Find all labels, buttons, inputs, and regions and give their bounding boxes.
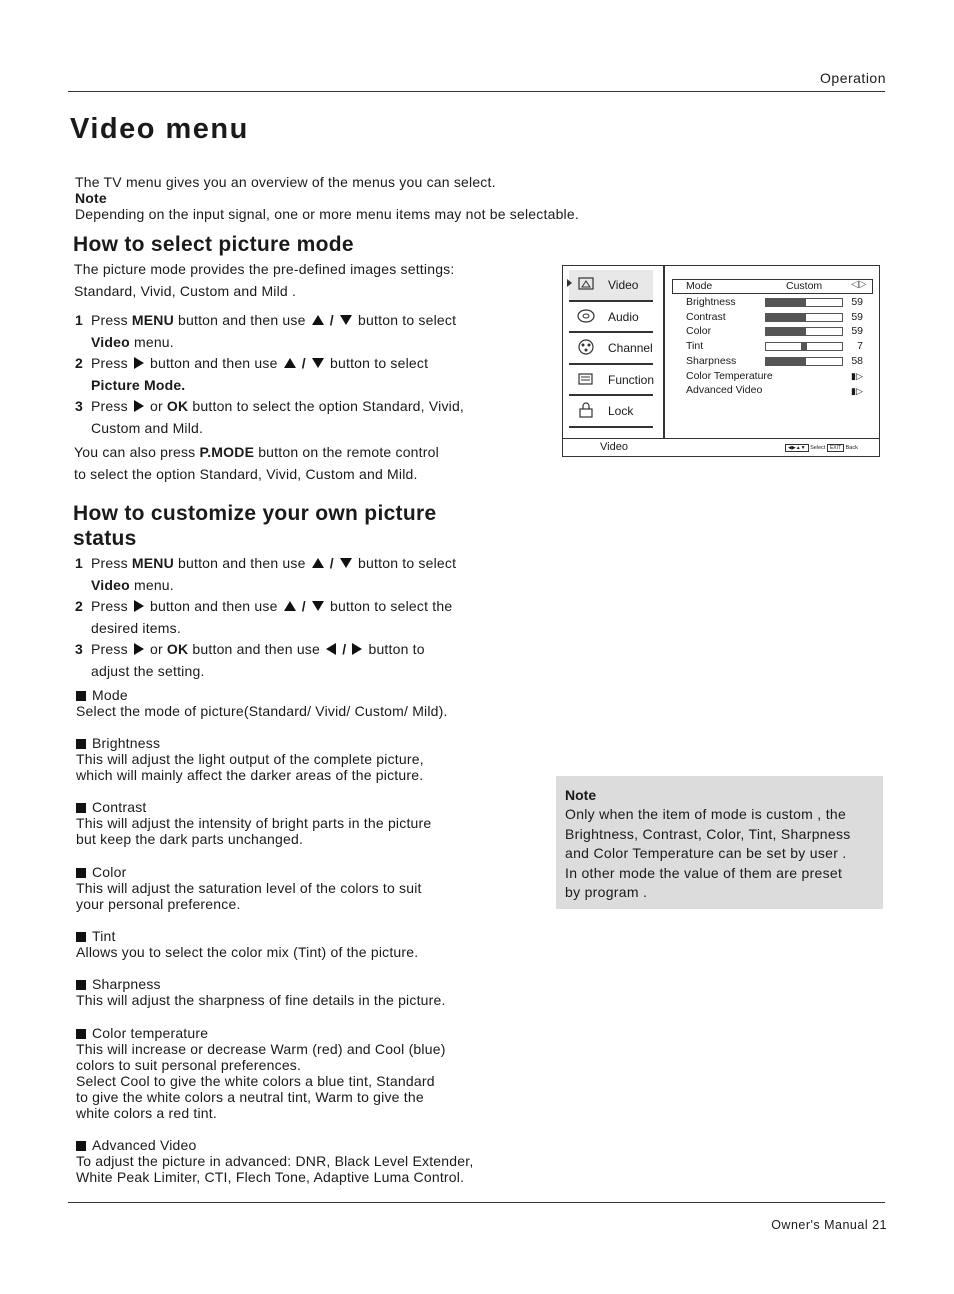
setting-value: 7 <box>857 340 863 352</box>
mode-arrows-icon: ◁▷ <box>851 279 867 290</box>
setting-value: 59 <box>851 325 863 337</box>
tv-sidebar-item-lock[interactable]: Lock <box>569 396 653 428</box>
lock-icon <box>577 402 595 418</box>
right-arrow-icon <box>134 600 144 612</box>
tv-color-temp-row[interactable]: Color Temperature <box>686 370 773 382</box>
note-text: Only when the item of mode is custom , the Brightness, Contrast, Color, Tint, Sharpness and Color Temperature can be set by user . In other mode the value of them are preset by program . <box>565 806 851 900</box>
audio-icon <box>577 308 595 324</box>
slider-fill <box>766 314 806 321</box>
tv-sidebar-item-channel[interactable]: Channel <box>569 333 653 365</box>
customize-step1: 1 Press MENU button and then use / button to select Video menu. <box>75 555 457 593</box>
select-mode-step1: 1 Press MENU button and then use / button to select Video menu. <box>75 312 457 350</box>
item-contrast: Contrast This will adjust the intensity of bright parts in the picture but keep the dark parts unchanged. <box>76 799 432 847</box>
bullet-square-icon <box>76 932 86 942</box>
setting-value: 59 <box>851 311 863 323</box>
tv-footer-hints: ◀▶▲▼ Select EXIT Back <box>785 444 858 452</box>
nav-keys-icon: ◀▶▲▼ <box>785 444 809 452</box>
select-mode-heading: How to select picture mode <box>73 233 354 256</box>
bullet-square-icon <box>76 691 86 701</box>
tv-advanced-video-row[interactable]: Advanced Video <box>686 384 763 396</box>
tv-sidebar <box>569 270 653 428</box>
up-arrow-icon <box>312 558 324 568</box>
bullet-square-icon <box>76 803 86 813</box>
slider-fill <box>766 328 806 335</box>
submenu-enter-icon: ▮▷ <box>851 386 863 396</box>
item-brightness: Brightness This will adjust the light output of the complete picture, which will mainly affect the darker areas of the picture. <box>76 735 424 783</box>
tv-footer-divider <box>563 438 879 439</box>
slider-bar[interactable] <box>765 313 843 322</box>
setting-value: 59 <box>851 296 863 308</box>
up-arrow-icon <box>284 601 296 611</box>
customize-step3: 3 Press or OK button and then use / button to adjust the setting. <box>75 641 425 679</box>
exit-key-icon: EXIT <box>827 444 844 452</box>
select-mode-step2: 2 Press button and then use / button to select Picture Mode. <box>75 355 429 393</box>
tv-setting-brightness[interactable]: Brightness <box>686 296 736 308</box>
bullet-square-icon <box>76 980 86 990</box>
bullet-square-icon <box>76 868 86 878</box>
up-arrow-icon <box>284 358 296 368</box>
tv-setting-color[interactable]: Color <box>686 325 712 337</box>
select-mode-extra1: You can also press P.MODE button on the remote control <box>74 444 439 460</box>
top-rule <box>68 91 885 92</box>
down-arrow-icon <box>312 601 324 611</box>
note-title: Note <box>565 787 597 803</box>
bullet-square-icon <box>76 1029 86 1039</box>
bullet-square-icon <box>76 739 86 749</box>
channel-icon <box>577 339 595 355</box>
function-icon <box>577 371 595 387</box>
slider-bar[interactable] <box>765 342 843 351</box>
select-mode-desc2: Standard, Vivid, Custom and Mild . <box>74 283 297 299</box>
bullet-square-icon <box>76 1141 86 1151</box>
item-sharpness: Sharpness This will adjust the sharpness of fine details in the picture. <box>76 976 446 1008</box>
header-section: Operation <box>820 70 886 86</box>
slider-fill <box>766 358 806 365</box>
right-arrow-icon <box>134 357 144 369</box>
slider-fill <box>766 299 806 306</box>
page-title: Video menu <box>70 113 249 145</box>
right-arrow-icon <box>352 643 362 655</box>
slider-bar[interactable] <box>765 357 843 366</box>
item-advanced-video: Advanced Video To adjust the picture in advanced: DNR, Black Level Extender, White Peak Limiter, CTI, Flech Tone, Adaptive Luma Control. <box>76 1137 474 1185</box>
item-tint: Tint Allows you to select the color mix (Tint) of the picture. <box>76 928 419 960</box>
setting-value: 58 <box>851 355 863 367</box>
item-mode: Mode Select the mode of picture(Standard/ Vivid/ Custom/ Mild). <box>76 687 448 719</box>
tv-mode-row[interactable]: Mode Custom ◁▷ <box>672 279 873 294</box>
submenu-enter-icon: ▮▷ <box>851 371 863 381</box>
slider-bar[interactable] <box>765 298 843 307</box>
customize-step2: 2 Press button and then use / button to select the desired items. <box>75 598 453 636</box>
select-mode-step3: 3 Press or OK button to select the option Standard, Vivid, Custom and Mild. <box>75 398 465 436</box>
right-arrow-icon <box>134 400 144 412</box>
right-arrow-icon <box>134 643 144 655</box>
customize-heading: How to customize your own picture status <box>73 502 437 550</box>
tv-setting-contrast[interactable]: Contrast <box>686 311 726 323</box>
down-arrow-icon <box>312 358 324 368</box>
left-arrow-icon <box>326 643 336 655</box>
item-color-temperature: Color temperature This will increase or decrease Warm (red) and Cool (blue) colors to suit personal preferences. Select Cool to give the white colors a blue tint, Standard to give the white colors a neutral tint, Warm to give the white colors a red tint. <box>76 1025 446 1121</box>
item-color: Color This will adjust the saturation level of the colors to suit your personal preference. <box>76 864 422 912</box>
select-mode-extra2: to select the option Standard, Vivid, Custom and Mild. <box>74 466 418 482</box>
up-arrow-icon <box>312 315 324 325</box>
tv-sidebar-item-function[interactable]: Function <box>569 365 653 397</box>
page-footer: Owner's Manual 21 <box>771 1218 887 1232</box>
down-arrow-icon <box>340 315 352 325</box>
select-mode-desc1: The picture mode provides the pre-defined images settings: <box>74 261 455 277</box>
tv-sidebar-item-video[interactable]: Video <box>569 270 653 302</box>
video-icon <box>577 276 595 292</box>
tv-setting-tint[interactable]: Tint <box>686 340 704 352</box>
slider-bar[interactable] <box>765 327 843 336</box>
down-arrow-icon <box>340 558 352 568</box>
tv-sidebar-item-audio[interactable]: Audio <box>569 302 653 334</box>
note-box <box>556 776 883 909</box>
bottom-rule <box>68 1202 885 1203</box>
tv-footer-title: Video <box>600 441 628 453</box>
intro-note-label: Note <box>75 190 107 206</box>
tv-setting-sharpness[interactable]: Sharpness <box>686 355 737 367</box>
tv-video-menu <box>562 265 880 457</box>
slider-knob <box>801 343 807 350</box>
tv-divider <box>663 266 665 438</box>
intro-text: The TV menu gives you an overview of the menus you can select. <box>75 174 496 190</box>
intro-note-text: Depending on the input signal, one or more menu items may not be selectable. <box>75 206 579 222</box>
selector-arrow-icon <box>567 279 572 287</box>
